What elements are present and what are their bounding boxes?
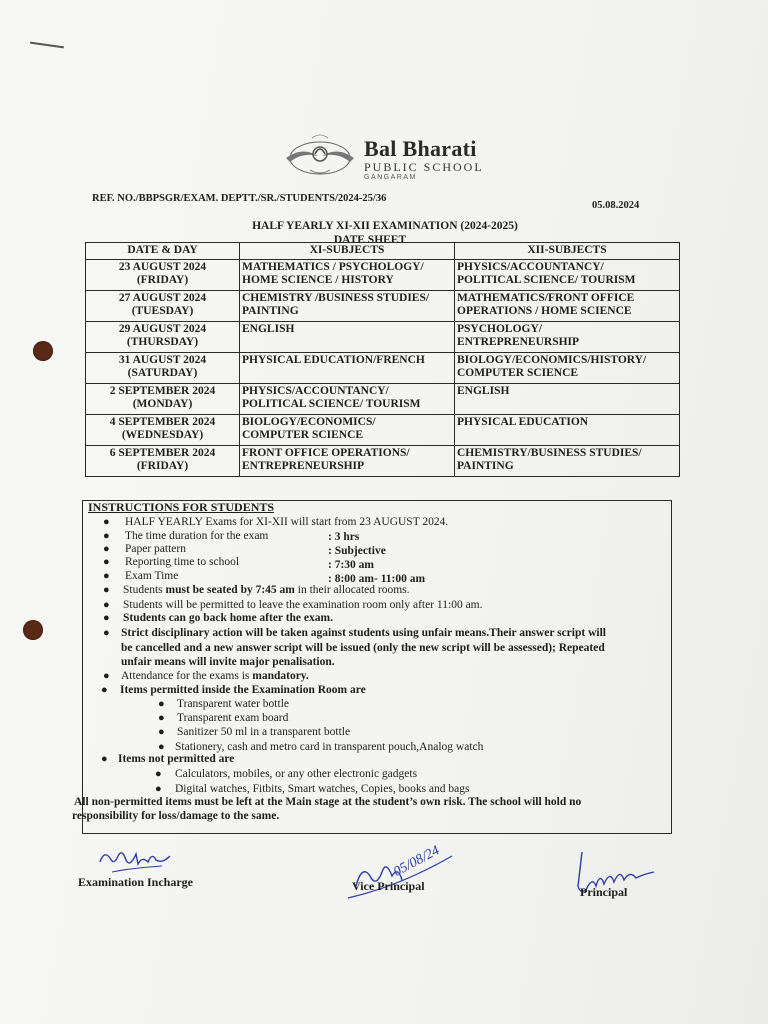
seating-text-c: in their allocated rooms. <box>294 584 410 596</box>
subject-line: BIOLOGY/ECONOMICS/HISTORY/ <box>457 354 647 366</box>
pattern-label: Paper pattern <box>125 543 186 555</box>
disciplinary-text-2: be cancelled and a new answer script will be issued (only the new script will be assessed); Repeated <box>121 642 605 654</box>
document-title: HALF YEARLY XI-XII EXAMINATION (2024-2025) <box>252 220 518 232</box>
exam-day: (THURSDAY) <box>126 336 199 348</box>
bullet-icon: ● <box>103 556 110 568</box>
bullet-icon: ● <box>158 741 165 753</box>
exam-day: (FRIDAY) <box>136 274 189 286</box>
bullet-icon: ● <box>103 570 110 582</box>
permitted-heading: Items permitted inside the Examination Room are <box>120 684 366 696</box>
attendance-text <box>121 670 309 683</box>
duration-value: : 3 hrs <box>328 531 360 543</box>
date-cell <box>86 291 240 322</box>
subject-line: OPERATIONS / HOME SCIENCE <box>457 305 632 317</box>
xii-subject-cell <box>455 415 680 446</box>
table-row <box>86 446 680 477</box>
go-home-text: Students can go back home after the exam. <box>123 612 333 624</box>
subject-line: PAINTING <box>242 305 299 317</box>
bullet-icon: ● <box>103 543 110 555</box>
school-logo <box>282 132 512 184</box>
not-permitted-item: Calculators, mobiles, or any other electronic gadgets <box>175 768 418 780</box>
reference-number: REF. NO./BBPSGR/EXAM. DEPTT./SR./STUDENTS/2024-25/36 <box>92 193 387 204</box>
pen-mark <box>30 42 64 49</box>
subject-line: PHYSICAL EDUCATION <box>457 416 589 428</box>
date-cell <box>86 384 240 415</box>
date-cell <box>86 322 240 353</box>
xi-subject-cell <box>240 446 455 477</box>
footer-note-1: All non-permitted items must be left at the Main stage at the student’s own risk. The school will hold no <box>74 796 582 808</box>
xi-subject-cell <box>240 291 455 322</box>
column-header: DATE & DAY <box>86 243 240 260</box>
date-cell <box>86 353 240 384</box>
xi-subject-cell <box>240 415 455 446</box>
subject-line: ENGLISH <box>457 385 510 397</box>
seating-text-b: must be seated by 7:45 am <box>165 584 295 596</box>
seating-text <box>123 584 410 597</box>
bullet-icon: ● <box>103 612 110 624</box>
subject-line: ENGLISH <box>242 323 295 335</box>
table-row <box>86 384 680 415</box>
exam-day: (SATURDAY) <box>127 367 198 379</box>
exam-time-label: Exam Time <box>125 570 179 582</box>
not-permitted-heading: Items not permitted are <box>118 753 235 765</box>
subject-line: PHYSICS/ACCOUNTANCY/ <box>457 261 604 273</box>
subject-line: CHEMISTRY /BUSINESS STUDIES/ <box>242 292 430 304</box>
subject-line: HOME SCIENCE / HISTORY <box>242 274 394 286</box>
exam-date: 2 SEPTEMBER 2024 <box>109 385 216 397</box>
subject-line: PAINTING <box>457 460 514 472</box>
subject-line: POLITICAL SCIENCE/ TOURISM <box>457 274 636 286</box>
exam-day: (TUESDAY) <box>131 305 194 317</box>
subject-line: ENTREPRENEURSHIP <box>457 336 580 348</box>
permitted-item: Transparent water bottle <box>177 698 289 710</box>
bullet-icon: ● <box>103 670 110 682</box>
subject-line: MATHEMATICS / PSYCHOLOGY/ <box>242 261 424 273</box>
exam-time-value: : 8:00 am- 11:00 am <box>328 573 426 585</box>
permitted-item: Transparent exam board <box>177 712 289 724</box>
xi-subject-cell <box>240 322 455 353</box>
subject-line: BIOLOGY/ECONOMICS/ <box>242 416 376 428</box>
subject-line: PHYSICAL EDUCATION/FRENCH <box>242 354 425 366</box>
subject-line: PSYCHOLOGY/ <box>457 323 542 335</box>
reporting-value: : 7:30 am <box>328 559 374 571</box>
subject-line: ENTREPRENEURSHIP <box>242 460 365 472</box>
vice-principal-date-handwritten: 05/08/24 <box>391 843 443 880</box>
subject-line: POLITICAL SCIENCE/ TOURISM <box>242 398 421 410</box>
exam-date: 29 AUGUST 2024 <box>118 323 207 335</box>
footer-note-2: responsibility for loss/damage to the same. <box>72 810 280 822</box>
date-sheet-table <box>85 242 680 477</box>
disciplinary-text-1: Strict disciplinary action will be taken against students using unfair means.Their answer script will <box>121 627 606 639</box>
exam-date: 4 SEPTEMBER 2024 <box>109 416 216 428</box>
bullet-icon: ● <box>103 516 110 528</box>
subject-line: FRONT OFFICE OPERATIONS/ <box>242 447 410 459</box>
date-cell <box>86 446 240 477</box>
exam-day: (MONDAY) <box>132 398 193 410</box>
bullet-icon: ● <box>103 584 110 596</box>
column-header: XII-SUBJECTS <box>455 243 680 260</box>
table-row <box>86 353 680 384</box>
pattern-value: : Subjective <box>328 545 386 557</box>
principal-label: Principal <box>580 885 628 899</box>
exam-date: 27 AUGUST 2024 <box>118 292 207 304</box>
bullet-icon: ● <box>158 698 165 710</box>
xii-subject-cell <box>455 322 680 353</box>
duration-label: The time duration for the exam <box>125 530 269 542</box>
bullet-icon: ● <box>103 627 110 639</box>
xi-subject-cell <box>240 353 455 384</box>
subject-line: CHEMISTRY/BUSINESS STUDIES/ <box>457 447 642 459</box>
exam-day: (WEDNESDAY) <box>121 429 204 441</box>
vice-principal-label: Vice Principal <box>352 879 425 893</box>
exam-incharge-signature <box>92 838 182 880</box>
school-location: GANGARAM <box>364 174 417 181</box>
xii-subject-cell <box>455 260 680 291</box>
table-row <box>86 322 680 353</box>
exam-date: 31 AUGUST 2024 <box>118 354 207 366</box>
exam-start-text: HALF YEARLY Exams for XI-XII will start from 23 AUGUST 2024. <box>125 516 449 528</box>
xii-subject-cell <box>455 291 680 322</box>
xi-subject-cell <box>240 260 455 291</box>
document-date: 05.08.2024 <box>592 200 640 211</box>
school-emblem-icon <box>282 132 358 180</box>
subject-line: MATHEMATICS/FRONT OFFICE <box>457 292 635 304</box>
xii-subject-cell <box>455 384 680 415</box>
leave-room-text: Students will be permitted to leave the examination room only after 11:00 am. <box>123 599 483 611</box>
bullet-icon: ● <box>101 753 108 765</box>
bullet-icon: ● <box>103 530 110 542</box>
xii-subject-cell <box>455 353 680 384</box>
bullet-icon: ● <box>158 712 165 724</box>
punch-hole <box>23 620 43 640</box>
attendance-text-b: mandatory. <box>252 670 309 682</box>
document-subtitle: DATE SHEET <box>333 234 407 246</box>
column-header: XI-SUBJECTS <box>240 243 455 260</box>
attendance-text-a: Attendance for the exams is <box>121 670 253 682</box>
not-permitted-item: Digital watches, Fitbits, Smart watches, Copies, books and bags <box>175 783 470 795</box>
bullet-icon: ● <box>155 768 162 780</box>
school-name: Bal Bharati <box>364 136 477 161</box>
exam-incharge-label: Examination Incharge <box>78 875 194 889</box>
exam-day: (FRIDAY) <box>136 460 189 472</box>
date-cell <box>86 260 240 291</box>
subject-line: PHYSICS/ACCOUNTANCY/ <box>242 385 389 397</box>
instructions-heading: INSTRUCTIONS FOR STUDENTS <box>88 500 275 514</box>
exam-date: 6 SEPTEMBER 2024 <box>109 447 216 459</box>
school-subtitle: PUBLIC SCHOOL <box>364 160 484 174</box>
exam-date: 23 AUGUST 2024 <box>118 261 207 273</box>
table-header-row <box>86 243 680 260</box>
bullet-icon: ● <box>101 684 108 696</box>
subject-line: COMPUTER SCIENCE <box>242 429 364 441</box>
seating-text-a: Students <box>123 584 166 596</box>
permitted-item: Sanitizer 50 ml in a transparent bottle <box>177 726 351 738</box>
xii-subject-cell <box>455 446 680 477</box>
table-row <box>86 291 680 322</box>
permitted-item: Stationery, cash and metro card in transparent pouch,Analog watch <box>175 741 484 753</box>
reporting-label: Reporting time to school <box>125 556 240 568</box>
disciplinary-text-3: unfair means will invite major penalisation. <box>121 656 335 668</box>
table-row <box>86 260 680 291</box>
bullet-icon: ● <box>155 783 162 795</box>
subject-line: COMPUTER SCIENCE <box>457 367 579 379</box>
bullet-icon: ● <box>103 599 110 611</box>
punch-hole <box>33 341 53 361</box>
table-row <box>86 415 680 446</box>
bullet-icon: ● <box>158 726 165 738</box>
xi-subject-cell <box>240 384 455 415</box>
date-cell <box>86 415 240 446</box>
